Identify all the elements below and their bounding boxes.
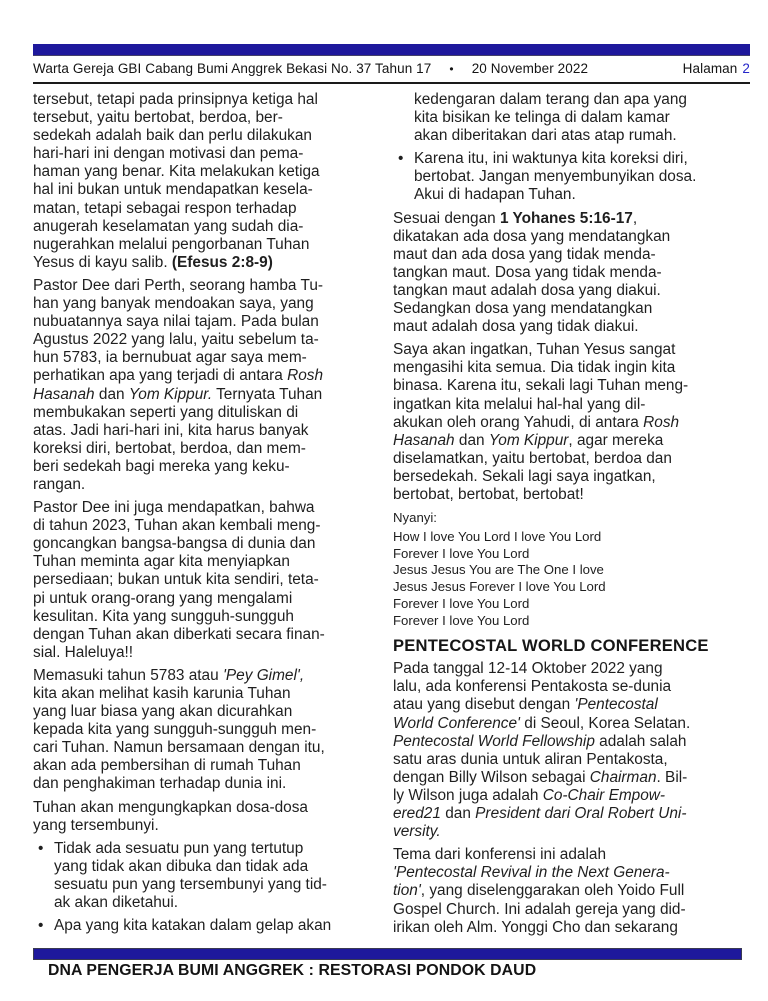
bullet-continuation: kedengaran dalam terang dan apa yang kita bisikan ke telinga di dalam kamar akan diberitakan dari atas atap rumah.	[414, 91, 687, 145]
paragraph: Pastor Dee dari Perth, seorang hamba Tu- han yang banyak mendoakan saya, yang nubuatannya saya nilai tajam. Pada bulan Agustus 2022 yang lalu, yaitu sebelum ta- hun 5783, ia bernubuat agar saya mem- perhatikan apa yang terjadi di antara Rosh Hasanah dan Yom Kippur. Ternyata Tuhan membukakan seperti yang dituliskan di atas. Jadi hari-hari ini, kita harus banyak koreksi diri, bertobat, berdoa, dan mem- beri sedekah bagi mereka yang keku- rangan.	[33, 276, 324, 493]
bullet-text: Tidak ada sesuatu pun yang tertutup yang tidak akan dibuka dan tidak ada sesuatu pun yang tersembunyi yang tid- ak akan diketahui.	[54, 839, 327, 912]
bullet-item	[393, 150, 750, 204]
page-header	[33, 56, 750, 82]
header-left	[33, 61, 588, 76]
header-separator-dot: •	[449, 62, 454, 76]
page-number: 2	[742, 61, 750, 76]
bullet-item	[33, 917, 379, 935]
right-column	[393, 91, 750, 942]
paragraph: Pada tanggal 12-14 Oktober 2022 yang lalu, ada konferensi Pentakosta se-dunia atau yang disebut dengan 'Pentecostal World Conference' di Seoul, Korea Selatan. Pentecostal World Fellowship adalah salah satu aras dunia untuk aliran Pentakosta, dengan Billy Wilson sebagai Chairman. Bil- ly Wilson juga adalah Co-Chair Empow- ered21 dan President dari Oral Robert Uni- versity.	[393, 660, 691, 841]
paragraph: Pastor Dee ini juga mendapatkan, bahwa di tahun 2023, Tuhan akan kembali meng- goncangkan bangsa-bangsa di dunia dan Tuhan meminta agar kita menyiapkan persediaan; bukan untuk kita sendiri, teta- pi untuk orang-orang yang mengalami kesulitan. Kita yang sungguh-sungguh dengan Tuhan akan diberkati secara finan- sial. Haleluya!!	[33, 499, 325, 661]
footer-motto: DNA PENGERJA BUMI ANGGREK : RESTORASI PONDOK DAUD	[48, 962, 537, 979]
paragraph: Sesuai dengan 1 Yohanes 5:16-17, dikatakan ada dosa yang mendatangkan maut dan ada dosa yang tidak menda- tangkan maut. Dosa yang tidak menda- tangkan maut adalah dosa yang diakui. Sedangkan dosa yang mendatangkan maut adalah dosa yang tidak diakui.	[393, 209, 671, 336]
bullet-marker: •	[38, 917, 44, 935]
left-column	[33, 91, 379, 942]
song-lyrics: How I love You Lord I love You Lord Forever I love You Lord Jesus Jesus You are The One I love Jesus Jesus Forever I love You Lord Forever I love You Lord Forever I love You Lord	[393, 529, 606, 628]
bottom-divider-bar	[33, 948, 742, 960]
bullet-item	[33, 840, 379, 912]
paragraph: Tuhan akan mengungkapkan dosa-dosa yang tersembunyi.	[33, 798, 308, 834]
bullet-text: Karena itu, ini waktunya kita koreksi diri, bertobat. Jangan menyembunyikan dosa. Akui di hadapan Tuhan.	[414, 150, 697, 204]
issue-date: 20 November 2022	[471, 61, 589, 76]
top-divider-bar	[33, 44, 750, 56]
page-number-label: Halaman	[682, 61, 738, 76]
bullet-text: Apa yang kita katakan dalam gelap akan	[54, 917, 332, 935]
section-heading: PENTECOSTAL WORLD CONFERENCE	[393, 636, 709, 656]
bullet-marker: •	[398, 150, 404, 168]
paragraph: Tema dari konferensi ini adalah 'Pentecostal Revival in the Next Genera- tion', yang diselenggarakan oleh Yoido Full Gospel Church. Ini adalah gereja yang did- irikan oleh Alm. Yonggi Cho dan sekarang	[393, 846, 686, 936]
song-label: Nyanyi:	[393, 510, 437, 526]
paragraph: Memasuki tahun 5783 atau 'Pey Gimel', kita akan melihat kasih karunia Tuhan yang luar biasa yang akan dicurahkan kepada kita yang sungguh-sungguh men- cari Tuhan. Namun bersamaan dengan itu, akan ada pembersihan di rumah Tuhan dan penghakiman terhadap dunia ini.	[33, 666, 325, 793]
newsletter-page	[33, 0, 750, 942]
newsletter-title: Warta Gereja GBI Cabang Bumi Anggrek Bekasi No. 37 Tahun 17	[33, 61, 432, 76]
paragraph: tersebut, tetapi pada prinsipnya ketiga hal tersebut, yaitu bertobat, berdoa, ber- sedekah adalah baik dan perlu dilakukan hari-hari ini dengan motivasi dan pema- haman yang benar. Kita melakukan ketiga hal ini bukan untuk mendapatkan kesela- matan, tetapi sebagai respon terhadap anugerah keselamatan yang sudah dia- nugerahkan melalui pengorbanan Tuhan Yesus di kayu salib. (Efesus 2:8-9)	[33, 91, 320, 271]
article-body	[33, 84, 750, 942]
header-right	[683, 61, 750, 76]
bullet-marker: •	[38, 839, 44, 857]
paragraph: Saya akan ingatkan, Tuhan Yesus sangat mengasihi kita semua. Dia tidak ingin kita binasa. Karena itu, sekali lagi Tuhan meng- ingatkan kita melalui hal-hal yang dil- akukan oleh orang Yahudi, di antara Rosh Hasanah dan Yom Kippur, agar mereka diselamatkan, yaitu bertobat, berdoa dan bersedekah. Sekali lagi saya ingatkan, bertobat, bertobat, bertobat!	[393, 341, 689, 503]
